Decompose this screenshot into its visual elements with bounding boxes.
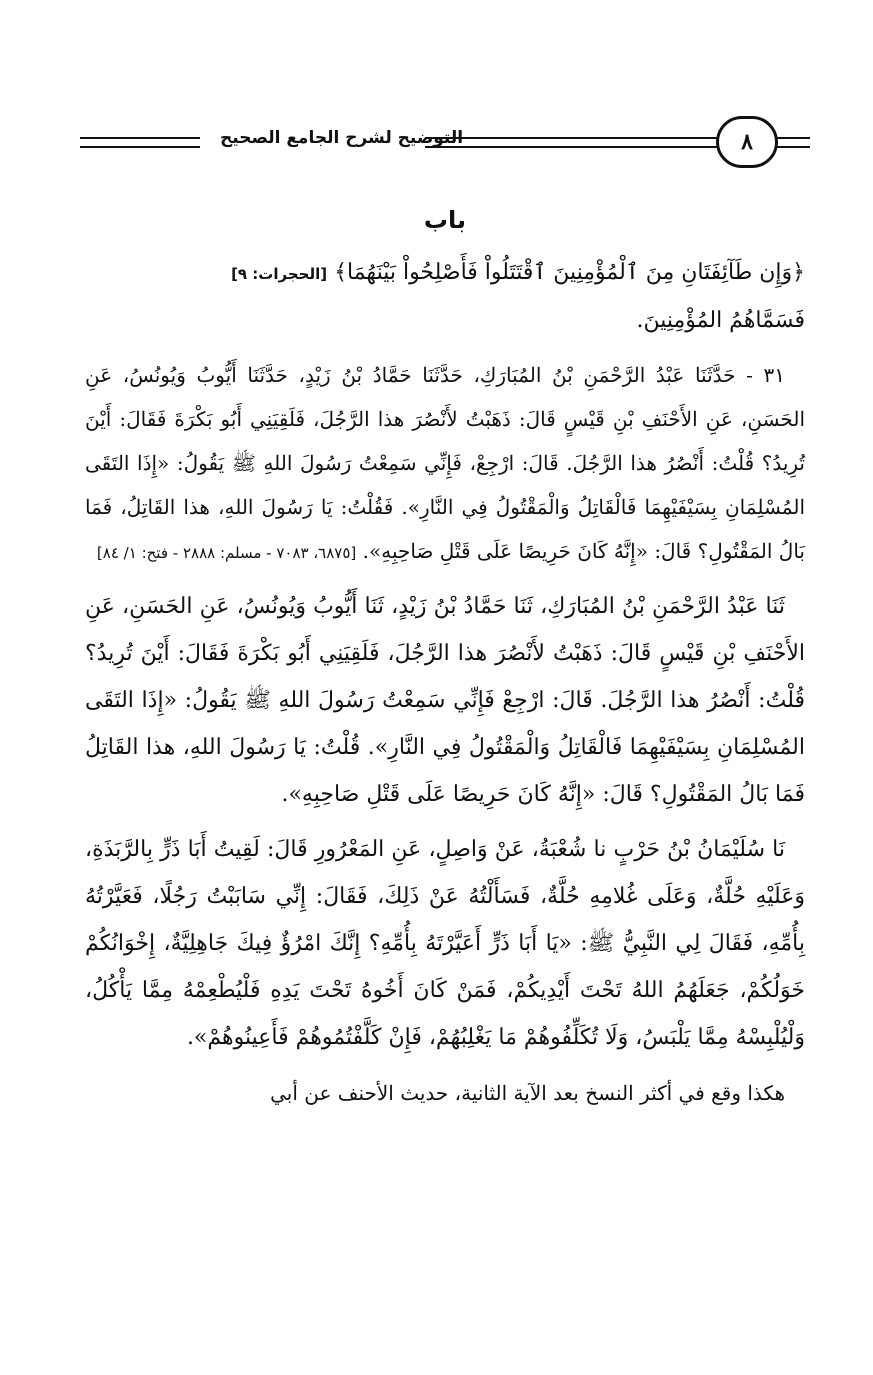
chapter-statement: فَسَمَّاهُمُ المُؤْمِنِينَ. xyxy=(636,308,805,333)
page-number: ٨ xyxy=(716,116,778,168)
quran-verse xyxy=(85,250,805,297)
running-title: التوضيح لشرح الجامع الصحيح xyxy=(220,128,464,148)
verse-text: ﴿وَإِن طَآئِفَتَانِ مِنَ ٱلْمُؤْمِنِينَ ٱقْتَتَلُواْ فَأَصْلِحُواْ بَيْنَهُمَا﴾ xyxy=(334,260,805,285)
hadith-31-text: ٣١ - حَدَّثَنَا عَبْدُ الرَّحْمَنِ بْنُ المُبَارَكِ، حَدَّثَنَا حَمَّادُ بْنُ زَيْدٍ، حَدَّثَنَا أَيُّوبُ وَيُونُسُ، عَنِ الحَسَنِ، عَنِ الأَحْنَفِ بْنِ قَيْسٍ قَالَ: ذَهَبْتُ لأَنْصُرَ هذا الرَّجُلَ، فَلَقِيَنِي أَبُو بَكْرَةَ فَقَالَ: أَيْنَ تُرِيدُ؟ قُلْتُ: أَنْصُرُ هذا الرَّجُلَ. قَالَ: ارْجِعْ، فَإِنِّي سَمِعْتُ رَسُولَ اللهِ ﷺ يَقُولُ: «إِذَا التَقَى المُسْلِمَانِ بِسَيْفَيْهِمَا فَالْقَاتِلُ وَالْمَقْتُولُ فِي النَّارِ». فَقُلْتُ: يَا رَسُولَ اللهِ، هذا القَاتِلُ، فَمَا بَالُ المَقْتُولِ؟ قَالَ: «إِنَّهُ كَانَ حَرِيصًا عَلَى قَتْلِ صَاحِبِهِ». xyxy=(85,363,805,563)
closing-paragraph: هكذا وقع في أكثر النسخ بعد الآية الثانية، حديث الأحنف عن أبي xyxy=(270,1081,785,1105)
hadith-31 xyxy=(85,353,805,575)
chapter-title: باب xyxy=(423,206,467,234)
page-body xyxy=(85,200,805,1115)
commentary-paragraph-2: نَا سُلَيْمَانُ بْنُ حَرْبٍ نا شُعْبَةُ، عَنْ وَاصِلٍ، عَنِ المَعْرُورِ قَالَ: لَقِيتُ أَبَا ذَرٍّ بِالرَّبَذَةِ، وَعَلَيْهِ حُلَّةٌ، وَعَلَى غُلامِهِ حُلَّةٌ، فَسَأَلْتُهُ عَنْ ذَلِكَ، فَقَالَ: إِنِّي سَابَبْتُ رَجُلًا، فَعَيَّرْتُهُ بِأُمِّهِ، فَقَالَ لِي النَّبِيُّ ﷺ: «يَا أَبَا ذَرٍّ أَعَيَّرْتَهُ بِأُمِّهِ؟ إِنَّكَ امْرُؤٌ فِيكَ جَاهِلِيَّةٌ، إِخْوَانُكُمْ خَوَلُكُمْ، جَعَلَهُمُ اللهُ تَحْتَ أَيْدِيكُمْ، فَمَنْ كَانَ أَخُوهُ تَحْتَ يَدِهِ فَلْيُطْعِمْهُ مِمَّا يَأْكُلُ، وَلْيُلْبِسْهُ مِمَّا يَلْبَسُ، وَلَا تُكَلِّفُوهُمْ مَا يَغْلِبُهُمْ، فَإِنْ كَلَّفْتُمُوهُمْ فَأَعِينُوهُمْ». xyxy=(85,837,805,1050)
header-rule-right xyxy=(776,137,810,148)
commentary-paragraph-1: ثَنَا عَبْدُ الرَّحْمَنِ بْنُ المُبَارَكِ، ثَنَا حَمَّادُ بْنُ زَيْدٍ، ثَنَا أَيُّوبُ وَيُونُسُ، عَنِ الحَسَنِ، عَنِ الأَحْنَفِ بْنِ قَيْسٍ قَالَ: ذَهَبْتُ لأَنْصُرَ هذا الرَّجُلَ، فَلَقِيَنِي أَبُو بَكْرَةَ فَقَالَ: أَيْنَ تُرِيدُ؟ قُلْتُ: أَنْصُرُ هذا الرَّجُلَ. قَالَ: ارْجِعْ فَإِنِّي سَمِعْتُ رَسُولَ اللهِ ﷺ يَقُولُ: «إِذَا التَقَى المُسْلِمَانِ بِسَيْفَيْهِمَا فَالْقَاتِلُ وَالْمَقْتُولُ فِي النَّارِ». قُلْتُ: يَا رَسُولَ اللهِ، هذا القَاتِلُ فَمَا بَالُ المَقْتُولِ؟ قَالَ: «إِنَّهُ كَانَ حَرِيصًا عَلَى قَتْلِ صَاحِبِهِ». xyxy=(85,594,805,807)
header-rule-middle xyxy=(425,137,735,148)
verse-reference: [الحجرات: ٩] xyxy=(231,265,328,283)
running-header xyxy=(80,112,810,172)
hadith-31-references: [٦٨٧٥، ٧٠٨٣ - مسلم: ٢٨٨٨ - فتح: ١/ ٨٤] xyxy=(96,544,357,562)
header-rule-left xyxy=(80,137,200,148)
